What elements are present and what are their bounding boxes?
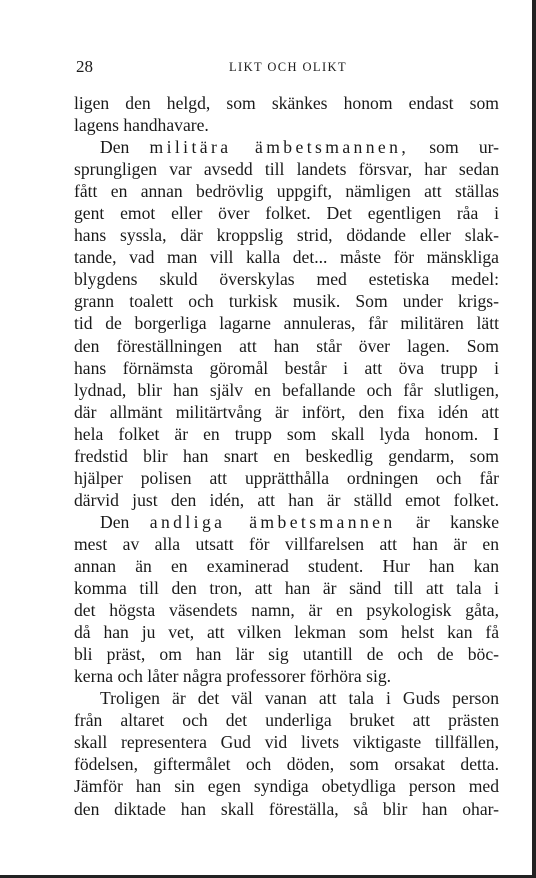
page-number: 28 bbox=[76, 57, 93, 76]
text-line: lydnad, blir han själv en befallande och får slutligen, bbox=[74, 379, 499, 400]
spaced-emphasis: militära ämbetsmannen, bbox=[149, 137, 410, 158]
text-line bbox=[74, 136, 499, 158]
text-line: från altaret och det underliga bruket att prästen bbox=[74, 710, 499, 731]
body-text bbox=[74, 92, 499, 820]
text-line: då han ju vet, att vilken lekman som helst kan få bbox=[74, 622, 499, 643]
running-title: LIKT OCH OLIKT bbox=[229, 60, 347, 74]
text-line: skall representera Gud vid livets viktigaste tillfällen, bbox=[74, 732, 499, 753]
text-line bbox=[74, 511, 499, 533]
text-line: där allmänt militärtvång är infört, den fixa idén att bbox=[74, 401, 499, 422]
text-line-lead: Den bbox=[100, 511, 150, 532]
text-line: mest av alla utsatt för villfarelsen att han är en bbox=[74, 533, 499, 554]
text-line: fått en annan bedrövlig uppgift, nämligen att ställas bbox=[74, 181, 499, 202]
page-header bbox=[72, 57, 504, 81]
text-line-lead: Den bbox=[100, 137, 150, 158]
text-line: lagens handhavare. bbox=[74, 115, 209, 136]
text-line: hela folket är en trupp som skall lyda honom. I bbox=[74, 423, 499, 444]
text-line-tail: är kanske bbox=[395, 511, 499, 532]
text-line: ligen den helgd, som skänkes honom endast som bbox=[74, 93, 499, 113]
text-line: därvid just den idén, att han är ställd emot folket. bbox=[74, 489, 499, 510]
text-line: födelsen, giftermålet och döden, som orsakat detta. bbox=[74, 754, 499, 775]
text-line: grann toalett och turkisk musik. Som under krigs- bbox=[74, 291, 499, 312]
text-line: det högsta väsendets namn, är en psykologisk gåta, bbox=[74, 600, 499, 621]
text-line: fredstid blir han snart en beskedlig gendarm, som bbox=[74, 445, 499, 466]
text-line: hans förnämsta göromål består i att öva trupp i bbox=[74, 357, 499, 378]
text-line-tail: som ur- bbox=[409, 137, 499, 158]
text-line: hjälper polisen att upprätthålla ordningen och får bbox=[74, 467, 499, 488]
text-line: Jämför han sin egen syndiga obetydliga person med bbox=[74, 776, 499, 797]
text-line: komma till den tron, att han är sänd till att tala i bbox=[74, 578, 499, 599]
text-line: den diktade han skall föreställa, så blir han ohar- bbox=[74, 798, 499, 819]
text-line: tid de borgerliga lagarne annuleras, får militären lätt bbox=[74, 313, 499, 334]
text-line: bli präst, om han lär sig utantill de och de böc- bbox=[74, 644, 499, 665]
text-line: annan än en examinerad student. Hur han kan bbox=[74, 555, 499, 576]
text-line: gent emot eller över folket. Det egentligen råa i bbox=[74, 203, 499, 224]
text-line: hans syssla, där kroppslig strid, dödande eller slak- bbox=[74, 225, 499, 246]
spaced-emphasis: andliga ämbetsmannen bbox=[149, 511, 396, 532]
text-line: tande, vad man vill kalla det... måste för mänskliga bbox=[74, 247, 499, 268]
text-line: sprungligen var avsedd till landets försvar, har sedan bbox=[74, 159, 499, 180]
page-edge-right bbox=[532, 0, 536, 878]
text-line: den föreställningen att han står över lagen. Som bbox=[74, 335, 499, 356]
text-line: kerna och låter några professorer förhöra sig. bbox=[74, 666, 392, 687]
text-line: blygdens skuld överskylas med estetiska medel: bbox=[74, 269, 499, 290]
text-line: Troligen är det väl vanan att tala i Guds person bbox=[100, 688, 499, 709]
